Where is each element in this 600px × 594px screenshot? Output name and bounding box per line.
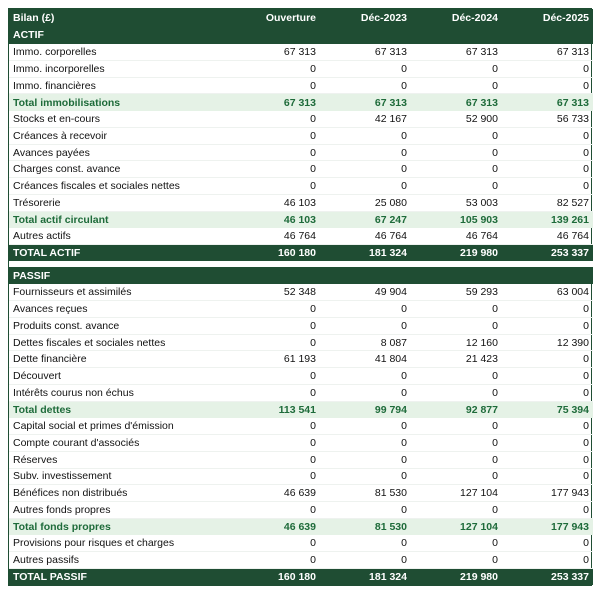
value-cell: 46 639 [229, 518, 320, 535]
value-cell: 0 [502, 301, 593, 318]
row-label: Total immobilisations [9, 94, 229, 111]
value-cell: 0 [502, 535, 593, 552]
table-row [9, 178, 593, 195]
table-row [9, 44, 593, 61]
value-cell: 92 877 [411, 401, 502, 418]
value-cell: 0 [229, 161, 320, 178]
value-cell: 0 [411, 502, 502, 519]
value-cell: 0 [229, 111, 320, 128]
value-cell: 0 [229, 384, 320, 401]
value-cell: 0 [411, 178, 502, 195]
value-cell: 21 423 [411, 351, 502, 368]
value-cell: 0 [229, 368, 320, 385]
value-cell: 253 337 [502, 245, 593, 262]
table-row [9, 194, 593, 211]
column-header-dec-2024: Déc-2024 [411, 9, 502, 27]
table-row [9, 161, 593, 178]
value-cell: 219 980 [411, 569, 502, 586]
table-row [9, 535, 593, 552]
value-cell: 52 900 [411, 111, 502, 128]
value-cell: 0 [411, 451, 502, 468]
value-cell: 0 [320, 552, 411, 569]
value-cell: 0 [411, 317, 502, 334]
row-label: Capital social et primes d'émission [9, 418, 229, 435]
row-label: Avances reçues [9, 301, 229, 318]
value-cell: 0 [411, 435, 502, 452]
value-cell: 0 [320, 502, 411, 519]
value-cell: 0 [229, 535, 320, 552]
row-label: Avances payées [9, 144, 229, 161]
value-cell: 46 103 [229, 194, 320, 211]
value-cell: 0 [502, 451, 593, 468]
value-cell: 0 [229, 60, 320, 77]
value-cell: 56 733 [502, 111, 593, 128]
value-cell: 0 [411, 535, 502, 552]
row-label: Intérêts courus non échus [9, 384, 229, 401]
value-cell: 139 261 [502, 211, 593, 228]
row-label: Dette financière [9, 351, 229, 368]
row-label: Bénéfices non distribués [9, 485, 229, 502]
row-label: Immo. corporelles [9, 44, 229, 61]
value-cell: 82 527 [502, 194, 593, 211]
subtotal-row [9, 401, 593, 418]
value-cell: 67 313 [320, 94, 411, 111]
value-cell: 0 [502, 552, 593, 569]
value-cell: 0 [320, 535, 411, 552]
value-cell: 0 [411, 161, 502, 178]
value-cell: 67 313 [229, 94, 320, 111]
value-cell: 253 337 [502, 569, 593, 586]
table-row [9, 334, 593, 351]
table-row [9, 60, 593, 77]
value-cell: 0 [229, 127, 320, 144]
value-cell: 177 943 [502, 518, 593, 535]
table-body [9, 27, 593, 585]
table-row [9, 485, 593, 502]
value-cell: 0 [411, 301, 502, 318]
table-row [9, 317, 593, 334]
value-cell: 0 [502, 502, 593, 519]
section-header-row [9, 27, 593, 44]
section-title: ACTIF [9, 27, 593, 44]
value-cell: 67 313 [229, 44, 320, 61]
row-label: Charges const. avance [9, 161, 229, 178]
value-cell: 0 [229, 301, 320, 318]
table-row [9, 502, 593, 519]
value-cell: 0 [229, 451, 320, 468]
value-cell: 0 [411, 60, 502, 77]
column-header-opening: Ouverture [229, 9, 320, 27]
value-cell: 0 [502, 351, 593, 368]
row-label: Autres passifs [9, 552, 229, 569]
table-header-row [9, 9, 593, 27]
value-cell: 0 [229, 468, 320, 485]
value-cell: 0 [320, 368, 411, 385]
row-label: Trésorerie [9, 194, 229, 211]
value-cell: 177 943 [502, 485, 593, 502]
value-cell: 160 180 [229, 569, 320, 586]
value-cell: 0 [229, 77, 320, 94]
value-cell: 0 [502, 144, 593, 161]
row-label: Fournisseurs et assimilés [9, 284, 229, 301]
value-cell: 0 [320, 468, 411, 485]
value-cell: 0 [502, 127, 593, 144]
row-label: Créances fiscales et sociales nettes [9, 178, 229, 195]
value-cell: 75 394 [502, 401, 593, 418]
value-cell: 67 313 [502, 94, 593, 111]
table-row [9, 77, 593, 94]
table-row [9, 127, 593, 144]
row-label: Autres fonds propres [9, 502, 229, 519]
value-cell: 25 080 [320, 194, 411, 211]
row-label: TOTAL ACTIF [9, 245, 229, 262]
value-cell: 105 903 [411, 211, 502, 228]
value-cell: 127 104 [411, 485, 502, 502]
value-cell: 0 [411, 368, 502, 385]
value-cell: 181 324 [320, 569, 411, 586]
value-cell: 0 [411, 468, 502, 485]
value-cell: 127 104 [411, 518, 502, 535]
value-cell: 46 764 [229, 228, 320, 245]
value-cell: 0 [411, 384, 502, 401]
value-cell: 42 167 [320, 111, 411, 128]
value-cell: 0 [320, 451, 411, 468]
row-label: Subv. investissement [9, 468, 229, 485]
row-label: Compte courant d'associés [9, 435, 229, 452]
total-row [9, 569, 593, 586]
row-label: Produits const. avance [9, 317, 229, 334]
value-cell: 0 [502, 435, 593, 452]
value-cell: 0 [320, 77, 411, 94]
table-row [9, 435, 593, 452]
value-cell: 0 [320, 301, 411, 318]
row-label: Immo. financières [9, 77, 229, 94]
value-cell: 0 [229, 435, 320, 452]
row-label: Dettes fiscales et sociales nettes [9, 334, 229, 351]
row-label: TOTAL PASSIF [9, 569, 229, 586]
value-cell: 0 [502, 384, 593, 401]
value-cell: 0 [502, 60, 593, 77]
value-cell: 99 794 [320, 401, 411, 418]
value-cell: 46 764 [320, 228, 411, 245]
row-label: Immo. incorporelles [9, 60, 229, 77]
value-cell: 0 [229, 317, 320, 334]
table-row [9, 111, 593, 128]
value-cell: 67 313 [411, 44, 502, 61]
value-cell: 0 [320, 384, 411, 401]
section-title: PASSIF [9, 267, 593, 284]
value-cell: 219 980 [411, 245, 502, 262]
balance-sheet [8, 8, 592, 586]
row-label: Total fonds propres [9, 518, 229, 535]
value-cell: 0 [320, 161, 411, 178]
value-cell: 0 [229, 334, 320, 351]
value-cell: 67 313 [320, 44, 411, 61]
row-label: Provisions pour risques et charges [9, 535, 229, 552]
value-cell: 46 103 [229, 211, 320, 228]
row-label: Autres actifs [9, 228, 229, 245]
subtotal-row [9, 518, 593, 535]
value-cell: 67 313 [411, 94, 502, 111]
value-cell: 0 [502, 161, 593, 178]
value-cell: 0 [502, 317, 593, 334]
value-cell: 49 904 [320, 284, 411, 301]
value-cell: 46 764 [502, 228, 593, 245]
value-cell: 0 [320, 317, 411, 334]
value-cell: 0 [411, 552, 502, 569]
value-cell: 61 193 [229, 351, 320, 368]
value-cell: 0 [502, 77, 593, 94]
table-title: Bilan (£) [9, 9, 229, 27]
table-row [9, 368, 593, 385]
value-cell: 0 [411, 144, 502, 161]
value-cell: 0 [320, 60, 411, 77]
column-header-dec-2023: Déc-2023 [320, 9, 411, 27]
table-row [9, 228, 593, 245]
table-row [9, 284, 593, 301]
value-cell: 0 [229, 144, 320, 161]
table-row [9, 301, 593, 318]
value-cell: 0 [229, 552, 320, 569]
row-label: Créances à recevoir [9, 127, 229, 144]
table-row [9, 351, 593, 368]
table-row [9, 468, 593, 485]
value-cell: 0 [320, 418, 411, 435]
value-cell: 0 [502, 178, 593, 195]
section-header-row [9, 267, 593, 284]
value-cell: 113 541 [229, 401, 320, 418]
value-cell: 81 530 [320, 518, 411, 535]
value-cell: 67 247 [320, 211, 411, 228]
row-label: Total dettes [9, 401, 229, 418]
table-row [9, 144, 593, 161]
value-cell: 12 160 [411, 334, 502, 351]
value-cell: 0 [320, 127, 411, 144]
value-cell: 46 764 [411, 228, 502, 245]
value-cell: 160 180 [229, 245, 320, 262]
column-header-dec-2025: Déc-2025 [502, 9, 593, 27]
value-cell: 53 003 [411, 194, 502, 211]
subtotal-row [9, 94, 593, 111]
total-row [9, 245, 593, 262]
table-row [9, 384, 593, 401]
value-cell: 0 [502, 368, 593, 385]
row-label: Réserves [9, 451, 229, 468]
value-cell: 41 804 [320, 351, 411, 368]
value-cell: 63 004 [502, 284, 593, 301]
value-cell: 0 [411, 418, 502, 435]
value-cell: 59 293 [411, 284, 502, 301]
value-cell: 0 [411, 127, 502, 144]
row-label: Stocks et en-cours [9, 111, 229, 128]
value-cell: 46 639 [229, 485, 320, 502]
row-label: Total actif circulant [9, 211, 229, 228]
subtotal-row [9, 211, 593, 228]
value-cell: 0 [320, 178, 411, 195]
value-cell: 181 324 [320, 245, 411, 262]
value-cell: 8 087 [320, 334, 411, 351]
row-label: Découvert [9, 368, 229, 385]
value-cell: 0 [320, 144, 411, 161]
table-row [9, 552, 593, 569]
value-cell: 0 [502, 418, 593, 435]
value-cell: 0 [229, 502, 320, 519]
table-row [9, 418, 593, 435]
value-cell: 67 313 [502, 44, 593, 61]
balance-sheet-table [9, 9, 593, 585]
value-cell: 0 [411, 77, 502, 94]
value-cell: 12 390 [502, 334, 593, 351]
value-cell: 0 [229, 178, 320, 195]
value-cell: 81 530 [320, 485, 411, 502]
value-cell: 52 348 [229, 284, 320, 301]
value-cell: 0 [320, 435, 411, 452]
value-cell: 0 [229, 418, 320, 435]
table-row [9, 451, 593, 468]
value-cell: 0 [502, 468, 593, 485]
